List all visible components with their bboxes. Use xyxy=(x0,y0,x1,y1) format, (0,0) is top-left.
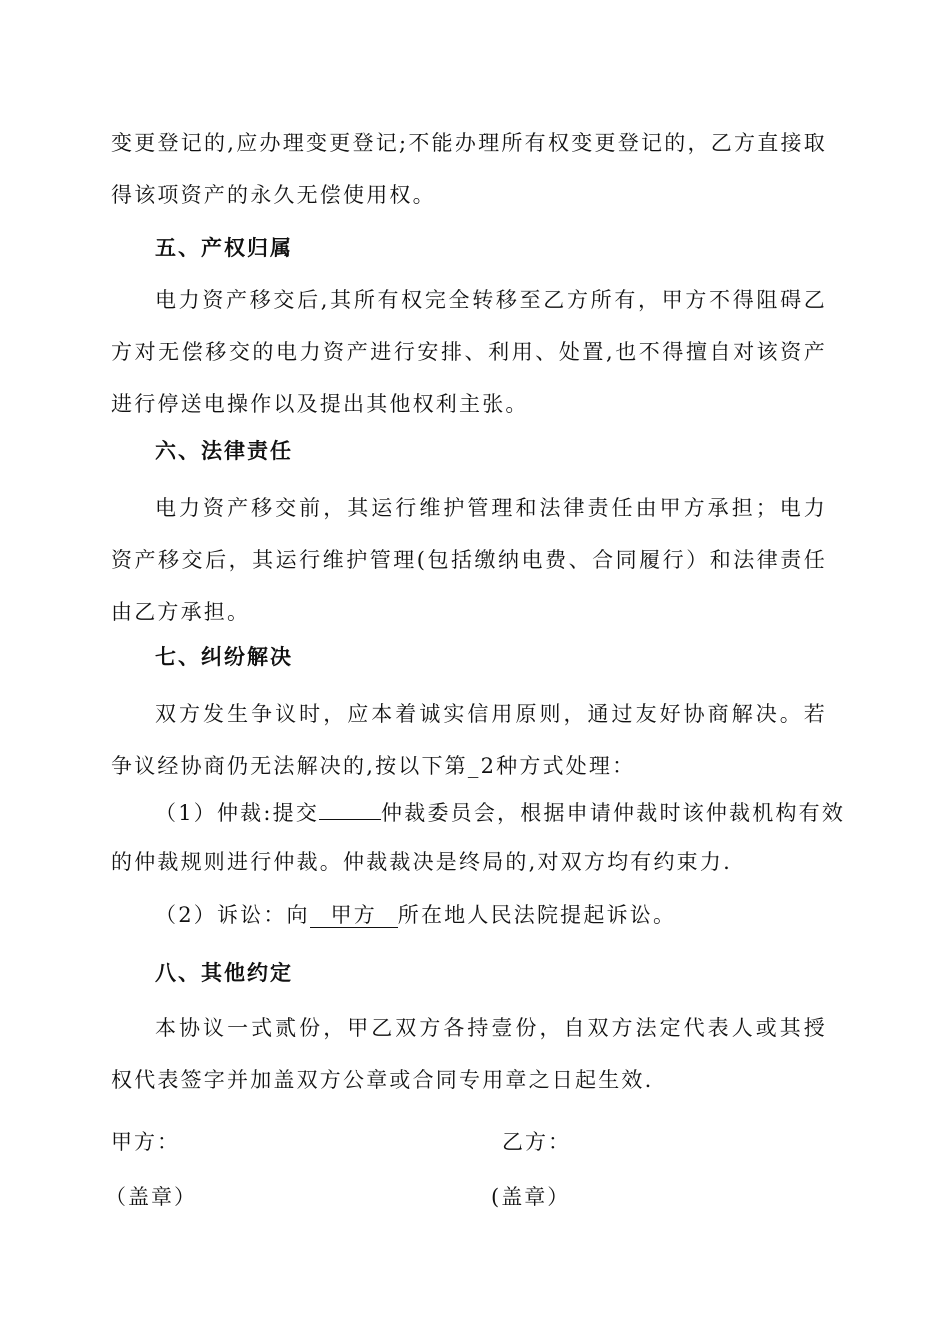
party-a-seal: （盖章） xyxy=(105,1185,197,1209)
section-body-legal-liability: 电力资产移交前，其运行维护管理和法律责任由甲方承担；电力资产移交后，其运行维护管理(包括缴纳电费、合同履行）和法律责任由乙方承担。 xyxy=(111,496,827,624)
section-body-other-terms: 本协议一式贰份，甲乙双方各持壹份，自双方法定代表人或其授权代表签字并加盖双方公章或合同专用章之日起生效. xyxy=(111,1016,827,1092)
section-heading-other-terms: 八、其他约定 xyxy=(155,961,293,985)
litigation-suffix: 所在地人民法院提起诉讼。 xyxy=(397,903,677,927)
litigation-clause xyxy=(155,900,676,930)
arbitration-suffix: 仲裁委员会，根据申请仲裁时该仲裁机构有效 xyxy=(381,801,846,825)
litigation-prefix: （2）诉讼：向 xyxy=(155,903,310,927)
section-heading-legal-liability: 六、法律责任 xyxy=(155,439,293,463)
party-a-label: 甲方： xyxy=(111,1130,180,1154)
arbitration-clause xyxy=(155,798,845,828)
intro-paragraph: 变更登记的,应办理变更登记;不能办理所有权变更登记的，乙方直接取得该项资产的永久无偿使用权。 xyxy=(111,131,827,207)
arbitration-clause-line2: 的仲裁规则进行仲裁。仲裁裁决是终局的,对双方均有约束力. xyxy=(111,850,732,874)
litigation-court-blank: 甲方 xyxy=(310,903,398,928)
section-heading-dispute-resolution: 七、纠纷解决 xyxy=(155,645,293,669)
arbitration-prefix: （1）仲裁:提交 xyxy=(155,801,320,825)
party-b-seal: (盖章） xyxy=(491,1185,571,1209)
arbitration-institution-blank xyxy=(319,819,381,820)
section-heading-property-rights: 五、产权归属 xyxy=(155,236,293,260)
party-b-label: 乙方： xyxy=(502,1130,571,1154)
section-body-property-rights: 电力资产移交后,其所有权完全转移至乙方所有，甲方不得阻碍乙方对无偿移交的电力资产进行安排、利用、处置,也不得擅自对该资产进行停送电操作以及提出其他权利主张。 xyxy=(111,288,827,416)
section-body-dispute-resolution: 双方发生争议时，应本着诚实信用原则，通过友好协商解决。若争议经协商仍无法解决的,按以下第_2种方式处理： xyxy=(111,702,827,778)
